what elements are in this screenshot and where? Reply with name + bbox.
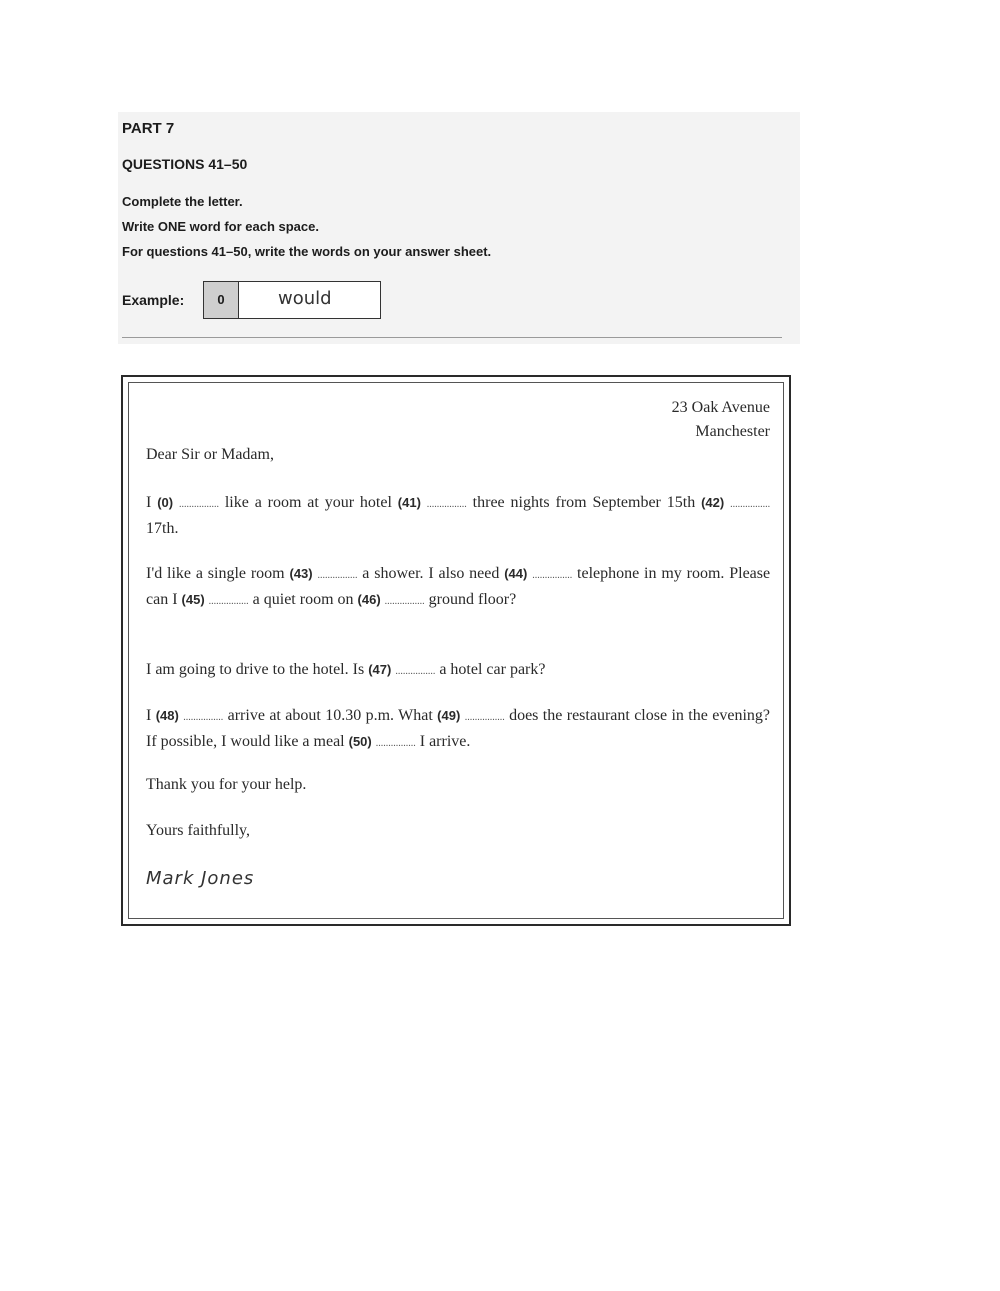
- question-number-42: (42): [701, 495, 725, 510]
- address: [672, 396, 770, 444]
- question-number-43: (43): [289, 566, 313, 581]
- question-number-50: (50): [348, 734, 372, 749]
- blank-41[interactable]: ................: [426, 499, 467, 510]
- paragraph-3: [146, 658, 770, 684]
- question-number-45: (45): [181, 592, 205, 607]
- text: I'd like a single room: [146, 565, 285, 582]
- questions-title: QUESTIONS 41–50: [122, 156, 248, 172]
- paragraph-1: [146, 491, 770, 541]
- text: I: [146, 707, 152, 724]
- address-line-1: 23 Oak Avenue: [671, 399, 770, 416]
- text: arrive at about 10.30 p.m. What: [227, 707, 433, 724]
- blank-44[interactable]: ................: [532, 570, 573, 581]
- example-box: [203, 281, 381, 319]
- question-number-46: (46): [357, 592, 381, 607]
- text: like a room at your hotel: [224, 494, 392, 511]
- instruction-2: Write ONE word for each space.: [122, 219, 319, 234]
- blank-50[interactable]: ................: [375, 738, 416, 749]
- salutation: Dear Sir or Madam,: [146, 446, 274, 463]
- text: 17th.: [146, 520, 179, 537]
- blank-43[interactable]: ................: [317, 570, 358, 581]
- question-number-48: (48): [155, 708, 179, 723]
- blank-45[interactable]: ................: [208, 596, 249, 607]
- blank-49[interactable]: ................: [464, 712, 505, 723]
- text: I am going to drive to the hotel. Is: [146, 661, 365, 678]
- text: does the restaurant close in the evening? If possible, I would like a meal: [146, 707, 770, 750]
- text: I: [146, 494, 152, 511]
- text: I arrive.: [419, 733, 471, 750]
- example-answer: would: [278, 288, 332, 309]
- address-line-2: Manchester: [695, 423, 770, 440]
- part-title: PART 7: [122, 120, 175, 137]
- text: ground floor?: [428, 591, 517, 608]
- paragraph-4: [146, 704, 770, 756]
- example-label: Example:: [122, 292, 185, 308]
- closing-line: Yours faithfully,: [146, 822, 251, 839]
- blank-47[interactable]: ................: [395, 666, 436, 677]
- text: three nights from September 15th: [472, 494, 696, 511]
- signature: Mark Jones: [146, 868, 255, 889]
- blank-0: ................: [178, 499, 219, 510]
- blank-42[interactable]: ................: [730, 499, 771, 510]
- question-number-49: (49): [437, 708, 461, 723]
- thanks-line: Thank you for your help.: [146, 776, 307, 793]
- blank-48[interactable]: ................: [183, 712, 224, 723]
- blank-46[interactable]: ................: [384, 596, 425, 607]
- example-number: 0: [204, 282, 239, 318]
- text: a quiet room on: [252, 591, 354, 608]
- question-number-44: (44): [504, 566, 528, 581]
- text: a shower. I also need: [362, 565, 500, 582]
- paragraph-2: [146, 562, 770, 614]
- text: telephone in my room. Please can I: [146, 565, 771, 608]
- text: a hotel car park?: [439, 661, 546, 678]
- instruction-3: For questions 41–50, write the words on your answer sheet.: [122, 244, 492, 259]
- question-number-41: (41): [397, 495, 421, 510]
- question-number-0: (0): [157, 495, 174, 510]
- instruction-1: Complete the letter.: [122, 194, 243, 209]
- question-number-47: (47): [368, 662, 392, 677]
- divider: [122, 337, 782, 338]
